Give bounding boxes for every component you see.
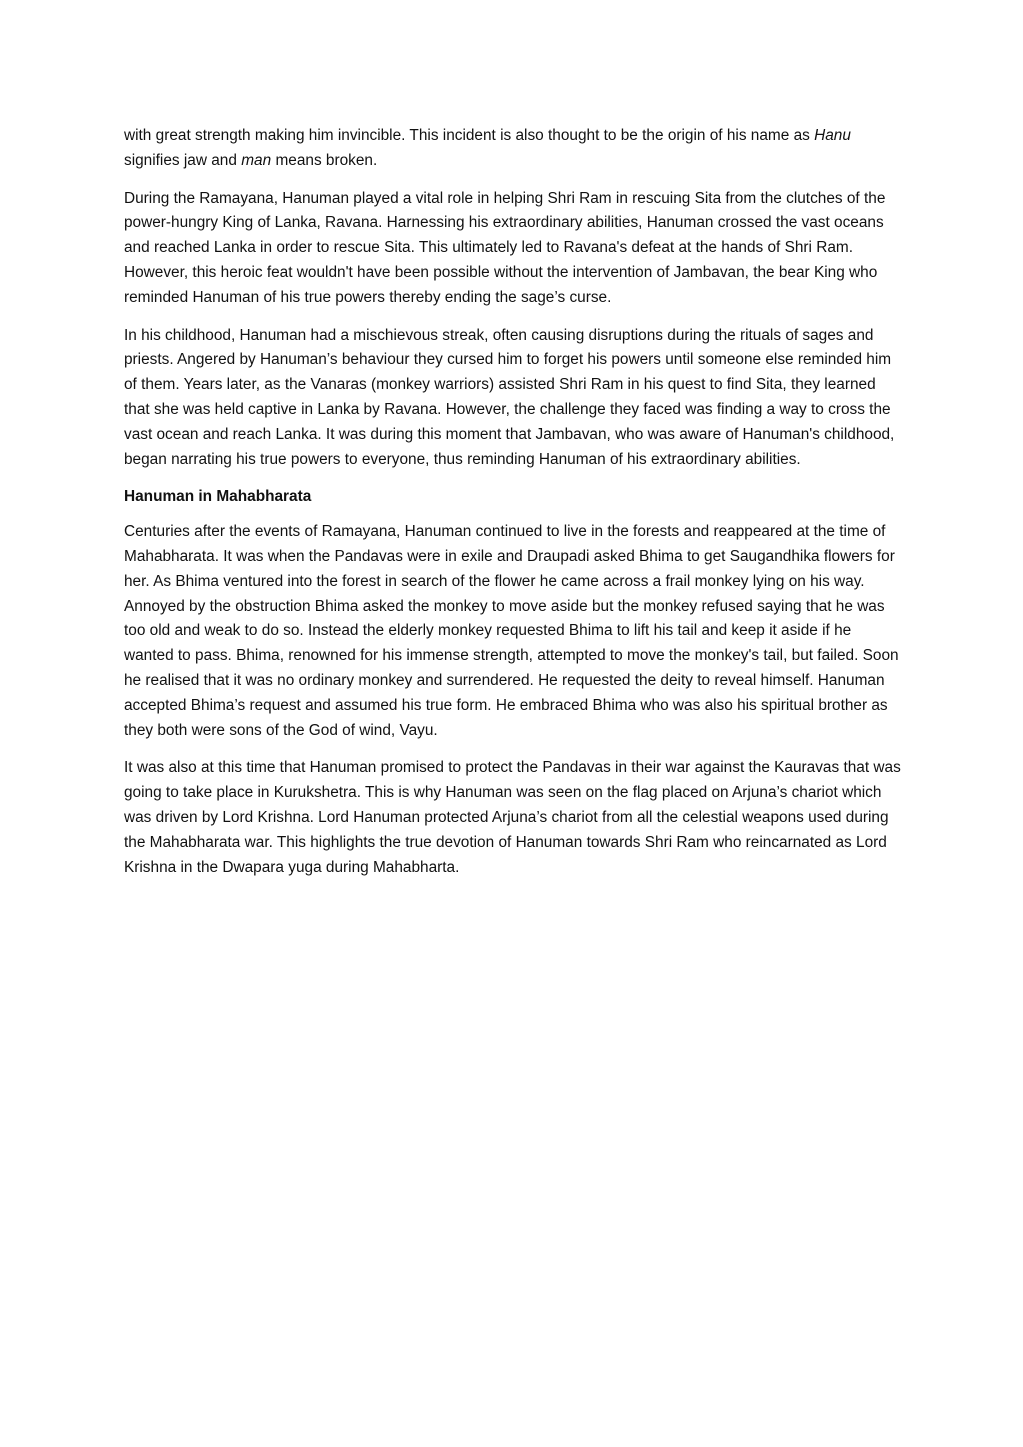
intro-text: with great strength making him invincible. This incident is also thought to be the origin of his name as (124, 127, 815, 144)
document-page (124, 124, 902, 893)
paragraph-childhood: In his childhood, Hanuman had a mischievous streak, often causing disruptions during the rituals of sages and priests. Angered by Hanuman’s behaviour they cursed him to forget his powers until someone else reminded him of them. Years later, as the Vanaras (monkey warriors) assisted Shri Ram in his quest to find Sita, they learned that she was held captive in Lanka by Ravana. However, the challenge they faced was finding a way to cross the vast ocean and reach Lanka. It was during this moment that Jambavan, who was aware of Hanuman's childhood, began narrating his true powers to everyone, thus reminding Hanuman of his extraordinary abilities. (124, 326, 895, 468)
hanu-term: Hanu (814, 127, 851, 144)
section-heading: Hanuman in Mahabharata (124, 488, 312, 506)
intro-text-end: means broken. (271, 151, 378, 169)
intro-text-mid: signifies jaw and (124, 151, 242, 169)
paragraph-mahabharata: Centuries after the events of Ramayana, Hanuman continued to live in the forests and reappeared at the time of Mahabharata. It was when the Pandavas were in exile and Draupadi asked Bhima to get Saugandhika flowers for her. As Bhima ventured into the forest in search of the flower he came across a frail monkey lying on his way. Annoyed by the obstruction Bhima asked the monkey to move aside but the monkey refused saying that he was too old and weak to do so. Instead the elderly monkey requested Bhima to lift his tail and keep it aside if he wanted to pass. Bhima, renowned for his immense strength, attempted to move the monkey's tail, but failed. Soon he realised that it was no ordinary monkey and surrendered. He requested the deity to reveal himself. Hanuman accepted Bhima’s request and assumed his true form. He embraced Bhima who was also his spiritual brother as they both were sons of the God of wind, Vayu. (124, 523, 899, 739)
paragraph-kurukshetra: It was also at this time that Hanuman promised to protect the Pandavas in their war against the Kauravas that was going to take place in Kurukshetra. This is why Hanuman was seen on the flag placed on Arjuna’s chariot which was driven by Lord Krishna. Lord Hanuman protected Arjuna’s chariot from all the celestial weapons used during the Mahabharata war. This highlights the true devotion of Hanuman towards Shri Ram who reincarnated as Lord Krishna in the Dwapara yuga during Mahabharta. (124, 759, 901, 876)
paragraph-ramayana: During the Ramayana, Hanuman played a vital role in helping Shri Ram in rescuing Sita from the clutches of the power-hungry King of Lanka, Ravana. Harnessing his extraordinary abilities, Hanuman crossed the vast oceans and reached Lanka in order to rescue Sita. This ultimately led to Ravana's defeat at the hands of Shri Ram. However, this heroic feat wouldn't have been possible without the intervention of Jambavan, the bear King who reminded Hanuman of his true powers thereby ending the sage’s curse. (124, 189, 886, 306)
man-term: man (241, 151, 272, 169)
intro-paragraph (124, 124, 902, 174)
